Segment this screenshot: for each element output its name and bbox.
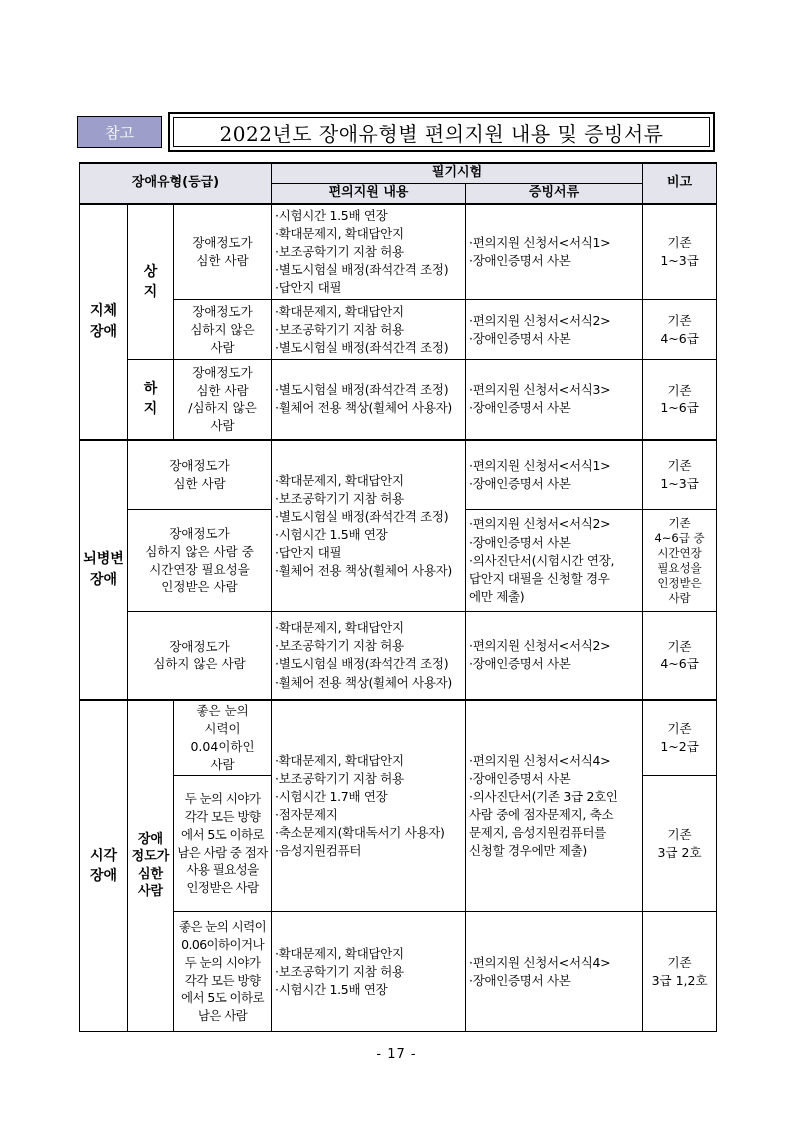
docs-list — [466, 700, 643, 912]
list-line: ·휠체어 전용 책상(휠체어 사용자) — [275, 400, 452, 416]
support-list — [272, 360, 466, 440]
list-line: ·확대문제지, 확대답안지 — [275, 945, 404, 961]
note-cell: 기존 3급 2호 — [643, 776, 717, 912]
docs-list — [466, 612, 643, 700]
list-line: ·별도시험실 배정(좌석간격 조정) — [275, 382, 449, 398]
support-list — [272, 440, 466, 612]
degree-cell: 두 눈의 시야가 각각 모든 방향 에서 5도 이하로 남은 사람 중 점자 사용 필요성을 인정받은 사람 — [174, 776, 272, 912]
list-line: ·장애인증명서 사본 — [469, 475, 571, 491]
list-line: ·시험시간 1.5배 연장 — [275, 526, 388, 542]
note-cell: 기존 1~3급 — [643, 440, 717, 510]
degree-cell: 장애정도가 심한 사람 — [128, 440, 272, 510]
list-line: ·별도시험실 배정(좌석간격 조정) — [275, 262, 449, 277]
subcategory-severe: 장애 정도가 심한 사람 — [128, 700, 174, 1032]
list-line: 문제지, 음성지원컴퓨터를 — [469, 825, 606, 841]
list-line: ·편의지원 신청서<서식1> — [469, 457, 611, 473]
list-line: ·휠체어 전용 책상(휠체어 사용자) — [275, 674, 452, 690]
support-list — [272, 204, 466, 300]
degree-cell: 장애정도가 심한 사람 /심하지 않은 사람 — [174, 360, 272, 440]
list-line: ·확대문제지, 확대답안지 — [275, 303, 404, 319]
list-line: ·답안지 대필 — [275, 545, 342, 561]
list-line: ·시험시간 1.5배 연장 — [275, 207, 388, 223]
list-line: ·보조공학기기 지참 허용 — [275, 321, 404, 337]
list-line: ·답안지 대필 — [275, 280, 342, 296]
list-line: ·별도시험실 배정(좌석간격 조정) — [275, 656, 449, 672]
reference-tag: 참고 — [77, 116, 162, 148]
note-cell: 기존 1~6급 — [643, 360, 717, 440]
list-line: ·편의지원 신청서<서식1> — [469, 234, 611, 250]
list-line: ·의사진단서(시험시간 연장, — [469, 552, 615, 568]
subcategory-upper-limb: 상 지 — [128, 204, 174, 360]
header-support: 편의지원 내용 — [272, 183, 466, 203]
list-line: ·편의지원 신청서<서식2> — [469, 312, 611, 328]
list-line: 사람 중에 점자문제지, 축소 — [469, 806, 614, 822]
degree-cell: 장애정도가 심하지 않은 사람 중 시간연장 필요성을 인정받은 사람 — [128, 510, 272, 612]
list-line: ·의사진단서(기존 3급 2호인 — [469, 788, 618, 804]
header-type: 장애유형(등급) — [80, 163, 272, 204]
support-list — [272, 612, 466, 700]
note-cell: 기존 4~6급 중 시간연장 필요성을 인정받은 사람 — [643, 510, 717, 612]
list-line: ·장애인증명서 사본 — [469, 330, 571, 346]
list-line: ·장애인증명서 사본 — [469, 252, 571, 268]
list-line: ·보조공학기기 지참 허용 — [275, 963, 404, 979]
list-line: ·별도시험실 배정(좌석간격 조정) — [275, 339, 449, 355]
degree-cell: 장애정도가 심한 사람 — [174, 204, 272, 300]
list-line: ·음성지원컴퓨터 — [275, 843, 362, 859]
list-line: ·확대문제지, 확대답안지 — [275, 752, 404, 768]
list-line: ·장애인증명서 사본 — [469, 972, 571, 988]
page-number: - 17 - — [376, 1047, 417, 1062]
degree-cell: 좋은 눈의 시력이 0.04이하인 사람 — [174, 700, 272, 776]
category-brain-lesion: 뇌병변 장애 — [80, 440, 128, 700]
list-line: ·확대문제지, 확대답안지 — [275, 472, 404, 488]
docs-list — [466, 300, 643, 360]
subcategory-lower-limb: 하 지 — [128, 360, 174, 440]
list-line: ·휠체어 전용 책상(휠체어 사용자) — [275, 563, 452, 579]
list-line: ·시험시간 1.5배 연장 — [275, 981, 388, 997]
degree-cell: 장애정도가 심하지 않은 사람 — [128, 612, 272, 700]
list-line: ·장애인증명서 사본 — [469, 770, 571, 786]
list-line: ·보조공학기기 지참 허용 — [275, 490, 404, 506]
support-table — [79, 162, 717, 1032]
list-line: ·보조공학기기 지참 허용 — [275, 638, 404, 654]
list-line: ·장애인증명서 사본 — [469, 400, 571, 416]
header-docs: 증빙서류 — [466, 183, 643, 203]
list-line: ·편의지원 신청서<서식4> — [469, 752, 611, 768]
support-list — [272, 700, 466, 912]
list-line: ·축소문제지(확대독서기 사용자) — [275, 825, 445, 841]
category-physical: 지체 장애 — [80, 204, 128, 440]
list-line: ·편의지원 신청서<서식3> — [469, 382, 611, 398]
note-cell: 기존 4~6급 — [643, 300, 717, 360]
note-cell: 기존 1~2급 — [643, 700, 717, 776]
list-line: ·편의지원 신청서<서식2> — [469, 638, 611, 654]
note-cell: 기존 1~3급 — [643, 204, 717, 300]
list-line: ·편의지원 신청서<서식2> — [469, 516, 611, 532]
list-line: ·점자문제지 — [275, 806, 338, 822]
list-line: ·보조공학기기 지참 허용 — [275, 243, 404, 259]
list-line: 신청할 경우에만 제출) — [469, 843, 587, 859]
degree-cell: 좋은 눈의 시력이 0.06이하이거나 두 눈의 시야가 각각 모든 방향 에서 5도 이하로 남은 사람 — [174, 912, 272, 1032]
docs-list — [466, 440, 643, 510]
support-list — [272, 912, 466, 1032]
category-visual: 시각 장애 — [80, 700, 128, 1032]
list-line: ·시험시간 1.7배 연장 — [275, 788, 388, 804]
page-title: 2022년도 장애유형별 편의지원 내용 및 증빙서류 — [168, 112, 715, 152]
note-cell: 기존 4~6급 — [643, 612, 717, 700]
header-exam: 필기시험 — [272, 163, 643, 183]
degree-cell: 장애정도가 심하지 않은 사람 — [174, 300, 272, 360]
list-line: ·장애인증명서 사본 — [469, 534, 571, 550]
header-note: 비고 — [643, 163, 717, 204]
list-line: ·확대문제지, 확대답안지 — [275, 620, 404, 636]
section-header — [77, 112, 715, 152]
list-line: ·편의지원 신청서<서식4> — [469, 954, 611, 970]
list-line: ·별도시험실 배정(좌석간격 조정) — [275, 508, 449, 524]
docs-list — [466, 912, 643, 1032]
list-line: 에만 제출) — [469, 588, 525, 604]
list-line: 답안지 대필을 신청할 경우 — [469, 570, 610, 586]
docs-list — [466, 360, 643, 440]
support-list — [272, 300, 466, 360]
note-cell: 기존 3급 1,2호 — [643, 912, 717, 1032]
docs-list — [466, 510, 643, 612]
list-line: ·장애인증명서 사본 — [469, 656, 571, 672]
list-line: ·보조공학기기 지참 허용 — [275, 770, 404, 786]
docs-list — [466, 204, 643, 300]
list-line: ·확대문제지, 확대답안지 — [275, 225, 404, 241]
